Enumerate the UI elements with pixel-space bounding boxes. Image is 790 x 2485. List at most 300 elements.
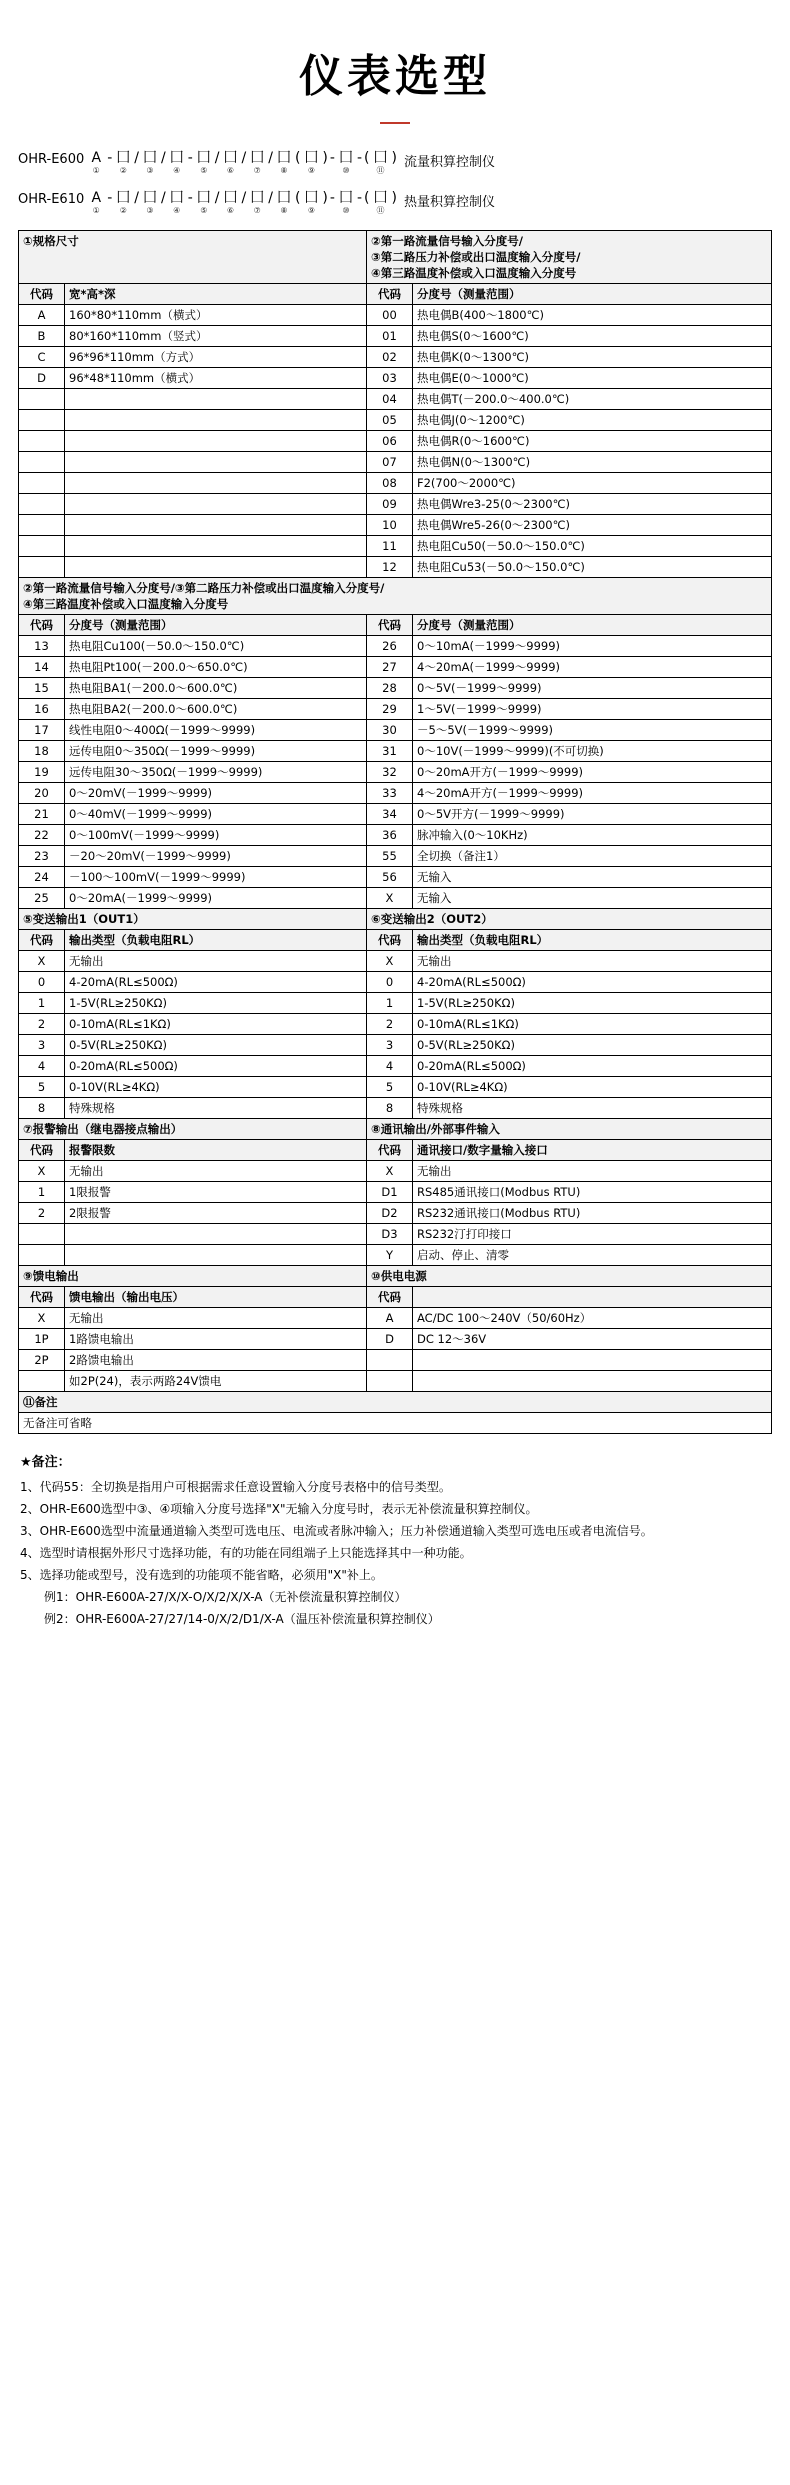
sensor-text: 热电偶N(0～1300℃) (413, 452, 772, 473)
empty-cell (65, 557, 367, 578)
comm-text: RS232通讯接口(Modbus RTU) (413, 1203, 772, 1224)
table-row (19, 1182, 772, 1203)
code-separator: - (107, 150, 113, 166)
comm-code: D2 (367, 1203, 413, 1224)
out1-text: 特殊规格 (65, 1098, 367, 1119)
column-header-output: 输出类型（负载电阻RL） (65, 930, 367, 951)
table-row (19, 783, 772, 804)
table-row (19, 515, 772, 536)
sensor-text: 热电偶J(0～1200℃) (413, 410, 772, 431)
section-header-line: ④第三路温度补偿或入口温度输入分度号 (23, 597, 229, 611)
alarm-code: X (19, 1161, 65, 1182)
feed-text: 2路馈电输出 (65, 1350, 367, 1371)
code-index: ④ (173, 166, 181, 175)
table-row (19, 1266, 772, 1287)
size-code: B (19, 326, 65, 347)
alarm-text: 无输出 (65, 1161, 367, 1182)
column-header-power (413, 1287, 772, 1308)
note-item: 3、OHR-E600选型中流量通道输入类型可选电压、电流或者脉冲输入；压力补偿通道输入类型可选电压或者电流信号。 (20, 1524, 653, 1538)
sensor-code: 07 (367, 452, 413, 473)
sensor-text: 热电阻Cu100(－50.0～150.0℃) (65, 636, 367, 657)
sensor-text: 热电阻Cu53(－50.0～150.0℃) (413, 557, 772, 578)
sensor-text: 0～10mA(－1999～9999) (413, 636, 772, 657)
out1-code: 0 (19, 972, 65, 993)
sensor-code: 19 (19, 762, 65, 783)
sensor-text: 0～20mA(－1999～9999) (65, 888, 367, 909)
sensor-text: 全切换（备注1） (413, 846, 772, 867)
empty-cell (65, 515, 367, 536)
sensor-code: 08 (367, 473, 413, 494)
code-separator: / (241, 150, 247, 166)
code-box: 囗 (196, 190, 211, 206)
empty-cell (367, 1350, 413, 1371)
table-row (19, 1224, 772, 1245)
out1-code: 3 (19, 1035, 65, 1056)
empty-cell (19, 473, 65, 494)
sensor-code: 32 (367, 762, 413, 783)
code-box: 囗 (304, 190, 319, 206)
section-header-line: ②第一路流量信号输入分度号/③第二路压力补偿或出口温度输入分度号/ (23, 581, 385, 595)
section-header-line: ③第二路压力补偿或出口温度输入分度号/ (371, 250, 581, 264)
code-index: ② (119, 166, 127, 175)
table-row (19, 636, 772, 657)
table-row (19, 284, 772, 305)
comm-code: D1 (367, 1182, 413, 1203)
comm-code: X (367, 1161, 413, 1182)
empty-cell (19, 557, 65, 578)
size-text: 160*80*110mm（横式） (65, 305, 367, 326)
specification-table-wrap (0, 230, 790, 1434)
power-code: A (367, 1308, 413, 1329)
code-box: 囗 (196, 150, 211, 166)
table-row (19, 1308, 772, 1329)
sensor-text: 1～5V(－1999～9999) (413, 699, 772, 720)
code-separator: - (187, 190, 193, 206)
sensor-text: 热电阻Cu50(－50.0～150.0℃) (413, 536, 772, 557)
out2-code: 1 (367, 993, 413, 1014)
sensor-text: 脉冲输入(0～10KHz) (413, 825, 772, 846)
note-item: 4、选型时请根据外形尺寸选择功能，有的功能在同组端子上只能选择其中一种功能。 (20, 1546, 472, 1560)
empty-cell (19, 536, 65, 557)
comm-code: D3 (367, 1224, 413, 1245)
section-header-inputs (367, 231, 772, 284)
code-separator: / (241, 190, 247, 206)
column-header-code: 代码 (367, 615, 413, 636)
table-row (19, 305, 772, 326)
out2-text: 0-20mA(RL≤500Ω) (413, 1056, 772, 1077)
code-index: ⑤ (200, 206, 208, 215)
code-box: 囗 (304, 150, 319, 166)
code-box: 囗 (276, 150, 291, 166)
section-header-line: ④第三路温度补偿或入口温度输入分度号 (371, 266, 577, 280)
note-example: 例1：OHR-E600A-27/X/X-O/X/2/X/X-A（无补偿流量积算控制仪） (44, 1590, 407, 1604)
sensor-code: 02 (367, 347, 413, 368)
out1-code: 2 (19, 1014, 65, 1035)
sensor-code: 26 (367, 636, 413, 657)
code-box: 囗 (338, 190, 353, 206)
out2-code: 8 (367, 1098, 413, 1119)
code-separator: / (268, 150, 273, 166)
code-separator: - (356, 190, 363, 206)
sensor-text: 热电偶K(0～1300℃) (413, 347, 772, 368)
empty-cell (65, 389, 367, 410)
empty-cell (65, 536, 367, 557)
table-row (19, 410, 772, 431)
table-row (19, 657, 772, 678)
sensor-code: 10 (367, 515, 413, 536)
feed-code: 2P (19, 1350, 65, 1371)
feed-text: 1路馈电输出 (65, 1329, 367, 1350)
column-header-feed: 馈电输出（输出电压） (65, 1287, 367, 1308)
sensor-text: 无输入 (413, 888, 772, 909)
size-text: 80*160*110mm（竖式） (65, 326, 367, 347)
table-row (19, 1077, 772, 1098)
table-row (19, 930, 772, 951)
sensor-code: 21 (19, 804, 65, 825)
model-row-e610 (18, 190, 772, 216)
code-paren-open: ( (294, 150, 301, 166)
comm-text: RS232汀打印接口 (413, 1224, 772, 1245)
out2-code: 2 (367, 1014, 413, 1035)
sensor-text: F2(700～2000℃) (413, 473, 772, 494)
column-header-alarm: 报警限数 (65, 1140, 367, 1161)
code-index: ① (92, 206, 100, 215)
model-name: OHR-E610 (18, 192, 85, 207)
sensor-text: 热电阻BA1(－200.0～600.0℃) (65, 678, 367, 699)
table-row (19, 720, 772, 741)
note-item: 1、代码55：全切换是指用户可根据需求任意设置输入分度号表格中的信号类型。 (20, 1480, 451, 1494)
code-box: 囗 (223, 150, 238, 166)
code-paren-close: ) (322, 190, 328, 206)
table-row (19, 909, 772, 930)
sensor-text: 热电阻Pt100(－200.0～650.0℃) (65, 657, 367, 678)
comm-code: Y (367, 1245, 413, 1266)
out1-text: 4-20mA(RL≤500Ω) (65, 972, 367, 993)
size-text: 96*96*110mm（方式） (65, 347, 367, 368)
alarm-text: 2限报警 (65, 1203, 367, 1224)
power-text: DC 12～36V (413, 1329, 772, 1350)
column-header-code: 代码 (19, 930, 65, 951)
code-box: 囗 (116, 190, 131, 206)
table-row (19, 536, 772, 557)
out1-text: 0-10V(RL≥4KΩ) (65, 1077, 367, 1098)
empty-cell (19, 410, 65, 431)
table-row (19, 951, 772, 972)
section-header-out2: ⑥变送输出2（OUT2） (367, 909, 772, 930)
code-index: ⑦ (253, 206, 261, 215)
sensor-code: 05 (367, 410, 413, 431)
table-row (19, 1140, 772, 1161)
out2-code: 3 (367, 1035, 413, 1056)
code-box: 囗 (276, 190, 291, 206)
column-header-output: 输出类型（负载电阻RL） (413, 930, 772, 951)
sensor-text: 热电偶B(400～1800℃) (413, 305, 772, 326)
column-header-code: 代码 (367, 1287, 413, 1308)
out1-text: 0-10mA(RL≤1KΩ) (65, 1014, 367, 1035)
note-item: 2、OHR-E600选型中③、④项输入分度号选择"X"无输入分度号时，表示无补偿流量积算控制仪。 (20, 1502, 538, 1516)
table-row (19, 389, 772, 410)
feed-text: 如2P(24)，表示两路24V馈电 (65, 1371, 367, 1392)
sensor-code: 56 (367, 867, 413, 888)
out1-text: 0-20mA(RL≤500Ω) (65, 1056, 367, 1077)
table-row (19, 231, 772, 284)
out2-text: 无输出 (413, 951, 772, 972)
code-paren-close: ) (391, 150, 397, 166)
sensor-text: 热电偶E(0～1000℃) (413, 368, 772, 389)
code-index: ③ (146, 206, 154, 215)
code-box: 囗 (223, 190, 238, 206)
table-row (19, 993, 772, 1014)
section-header-remark: ⑪备注 (19, 1392, 772, 1413)
table-row (19, 1035, 772, 1056)
code-separator: - (107, 190, 113, 206)
out1-code: 8 (19, 1098, 65, 1119)
model-code-block (0, 150, 790, 216)
empty-cell (19, 515, 65, 536)
code-separator: / (161, 190, 166, 206)
table-row (19, 1329, 772, 1350)
sensor-code: 29 (367, 699, 413, 720)
code-paren-open: ( (364, 150, 370, 166)
remark-text: 无备注可省略 (19, 1413, 772, 1434)
sensor-code: 17 (19, 720, 65, 741)
empty-cell (413, 1371, 772, 1392)
code-box: 囗 (143, 150, 158, 166)
sensor-code: 31 (367, 741, 413, 762)
power-code: D (367, 1329, 413, 1350)
sensor-text: 无输入 (413, 867, 772, 888)
code-index: ① (92, 166, 100, 175)
column-header-code: 代码 (19, 284, 65, 305)
table-row (19, 867, 772, 888)
alarm-code: 1 (19, 1182, 65, 1203)
out2-code: X (367, 951, 413, 972)
size-code: A (19, 305, 65, 326)
table-row (19, 741, 772, 762)
sensor-code: 20 (19, 783, 65, 804)
empty-cell (413, 1350, 772, 1371)
empty-cell (19, 1224, 65, 1245)
sensor-code: 12 (367, 557, 413, 578)
table-row (19, 1287, 772, 1308)
empty-cell (65, 410, 367, 431)
sensor-text: 热电偶R(0～1600℃) (413, 431, 772, 452)
code-index: ⑨ (307, 166, 315, 175)
power-text: AC/DC 100～240V（50/60Hz） (413, 1308, 772, 1329)
empty-cell (367, 1371, 413, 1392)
code-box: 囗 (250, 190, 265, 206)
sensor-code: 15 (19, 678, 65, 699)
table-row (19, 804, 772, 825)
sensor-code: 25 (19, 888, 65, 909)
feed-text: 无输出 (65, 1308, 367, 1329)
sensor-code: 01 (367, 326, 413, 347)
sensor-text: 4～20mA(－1999～9999) (413, 657, 772, 678)
table-row (19, 762, 772, 783)
out2-code: 4 (367, 1056, 413, 1077)
model-description: 热量积算控制仪 (403, 195, 495, 210)
code-paren-close: ) (391, 190, 397, 206)
out2-text: 4-20mA(RL≤500Ω) (413, 972, 772, 993)
sensor-code: 03 (367, 368, 413, 389)
size-text: 96*48*110mm（横式） (65, 368, 367, 389)
sensor-code: 27 (367, 657, 413, 678)
sensor-code: 30 (367, 720, 413, 741)
empty-cell (19, 452, 65, 473)
feed-code: X (19, 1308, 65, 1329)
code-box: 囗 (373, 190, 388, 206)
section-header-size: ①规格尺寸 (19, 231, 367, 284)
sensor-text: 0～5V开方(－1999～9999) (413, 804, 772, 825)
sensor-text: 0～20mV(－1999～9999) (65, 783, 367, 804)
comm-text: RS485通讯接口(Modbus RTU) (413, 1182, 772, 1203)
table-row (19, 1203, 772, 1224)
table-row (19, 1098, 772, 1119)
table-row (19, 888, 772, 909)
code-index: ⑨ (307, 206, 315, 215)
sensor-code: 24 (19, 867, 65, 888)
column-header-code: 代码 (367, 284, 413, 305)
code-separator: / (134, 150, 140, 166)
table-row (19, 1014, 772, 1035)
column-header-fendu: 分度号（测量范围） (413, 284, 772, 305)
model-row-e600 (18, 150, 772, 176)
section-header-feed: ⑨馈电输出 (19, 1266, 367, 1287)
empty-cell (65, 494, 367, 515)
code-index: ⑤ (200, 166, 208, 175)
table-row (19, 473, 772, 494)
code-paren-open: ( (294, 190, 301, 206)
code-index: ⑩ (342, 166, 350, 175)
out1-code: 4 (19, 1056, 65, 1077)
code-separator: / (214, 150, 220, 166)
sensor-code: 06 (367, 431, 413, 452)
sensor-code: 16 (19, 699, 65, 720)
section-header-comm: ⑧通讯输出/外部事件输入 (367, 1119, 772, 1140)
out2-text: 1-5V(RL≥250KΩ) (413, 993, 772, 1014)
sensor-text: 热电偶T(－200.0～400.0℃) (413, 389, 772, 410)
code-index: ⑩ (342, 206, 350, 215)
section-header-inputs-2 (19, 578, 772, 615)
code-separator: - (187, 150, 193, 166)
table-row (19, 494, 772, 515)
table-row (19, 326, 772, 347)
table-row (19, 1056, 772, 1077)
table-row (19, 699, 772, 720)
code-paren-open: ( (364, 190, 370, 206)
empty-cell (19, 494, 65, 515)
model-code-segments (84, 190, 772, 216)
column-header-code: 代码 (19, 1287, 65, 1308)
column-header-code: 代码 (367, 1140, 413, 1161)
model-code-segments (84, 150, 772, 176)
sensor-text: 远传电阻0～350Ω(－1999～9999) (65, 741, 367, 762)
code-index: ⑪ (376, 166, 385, 175)
table-row (19, 1245, 772, 1266)
code-separator: - (329, 150, 335, 166)
code-box: 囗 (169, 190, 184, 206)
section-header-line: ②第一路流量信号输入分度号/ (371, 234, 523, 248)
table-row (19, 431, 772, 452)
sensor-text: －100～100mV(－1999～9999) (65, 867, 367, 888)
page-title: 仪表选型 (299, 51, 491, 102)
column-header-fendu: 分度号（测量范围） (65, 615, 367, 636)
out2-text: 0-10mA(RL≤1KΩ) (413, 1014, 772, 1035)
note-item: 5、选择功能或型号，没有选到的功能项不能省略，必须用"X"补上。 (20, 1568, 383, 1582)
sensor-code: 22 (19, 825, 65, 846)
code-box: 囗 (143, 190, 158, 206)
code-box: 囗 (250, 150, 265, 166)
sensor-text: －20～20mV(－1999～9999) (65, 846, 367, 867)
code-box: 囗 (338, 150, 353, 166)
code-box: A (91, 190, 102, 206)
feed-code: 1P (19, 1329, 65, 1350)
sensor-code: 13 (19, 636, 65, 657)
table-row (19, 1119, 772, 1140)
code-paren-close: ) (322, 150, 328, 166)
table-row (19, 1350, 772, 1371)
size-code: C (19, 347, 65, 368)
code-index: ③ (146, 166, 154, 175)
code-index: ⑥ (226, 206, 235, 215)
sensor-code: 28 (367, 678, 413, 699)
table-row (19, 972, 772, 993)
feed-code (19, 1371, 65, 1392)
empty-cell (65, 452, 367, 473)
table-row (19, 368, 772, 389)
out1-code: 1 (19, 993, 65, 1014)
code-separator: - (356, 150, 363, 166)
section-header-power: ⑩供电电源 (367, 1266, 772, 1287)
out2-text: 0-10V(RL≥4KΩ) (413, 1077, 772, 1098)
sensor-code: 23 (19, 846, 65, 867)
sensor-text: 热电阻BA2(－200.0～600.0℃) (65, 699, 367, 720)
sensor-code: 18 (19, 741, 65, 762)
out1-code: X (19, 951, 65, 972)
empty-cell (65, 431, 367, 452)
table-row (19, 452, 772, 473)
code-index: ⑥ (226, 166, 235, 175)
empty-cell (65, 1245, 367, 1266)
alarm-code: 2 (19, 1203, 65, 1224)
code-box: A (91, 150, 102, 166)
sensor-text: 0～20mA开方(－1999～9999) (413, 762, 772, 783)
table-row (19, 578, 772, 615)
out1-text: 无输出 (65, 951, 367, 972)
code-index: ⑪ (376, 206, 385, 215)
code-index: ⑧ (280, 166, 288, 175)
out2-text: 特殊规格 (413, 1098, 772, 1119)
out2-text: 0-5V(RL≥250KΩ) (413, 1035, 772, 1056)
code-index: ④ (173, 206, 181, 215)
note-example: 例2：OHR-E600A-27/27/14-0/X/2/D1/X-A（温压补偿流量积算控制仪） (44, 1612, 440, 1626)
notes-header: ★备注： (20, 1455, 71, 1470)
size-code: D (19, 368, 65, 389)
code-separator: - (329, 190, 335, 206)
sensor-text: 热电偶Wre3-25(0～2300℃) (413, 494, 772, 515)
table-row (19, 1392, 772, 1413)
code-index: ⑧ (280, 206, 288, 215)
table-row (19, 1161, 772, 1182)
sensor-text: 远传电阻30～350Ω(－1999～9999) (65, 762, 367, 783)
sensor-code: 55 (367, 846, 413, 867)
out1-text: 0-5V(RL≥250KΩ) (65, 1035, 367, 1056)
table-row (19, 846, 772, 867)
code-separator: / (134, 190, 140, 206)
comm-text: 无输出 (413, 1161, 772, 1182)
alarm-text: 1限报警 (65, 1182, 367, 1203)
empty-cell (19, 1245, 65, 1266)
